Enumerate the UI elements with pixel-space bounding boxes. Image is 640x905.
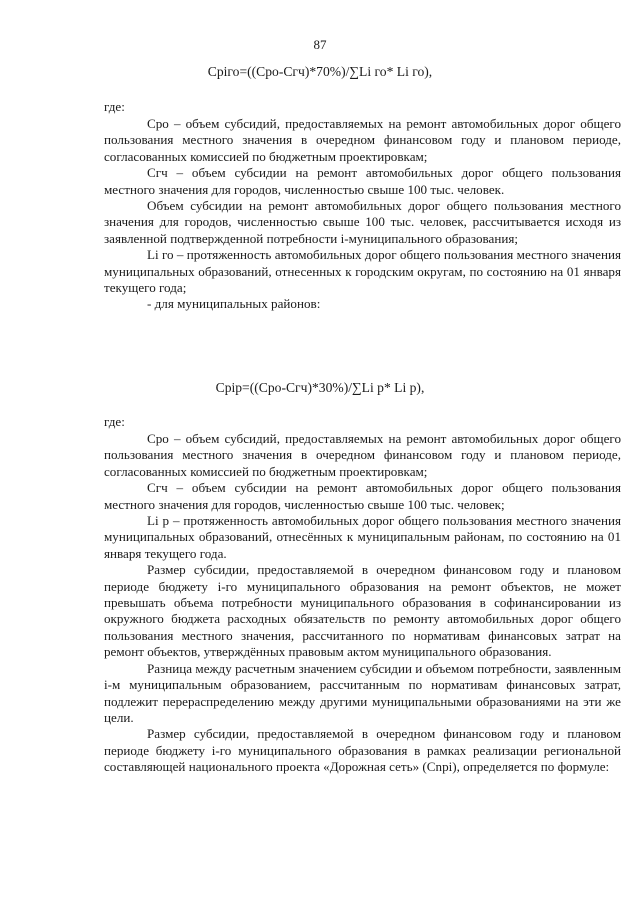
formula-municipal-districts: Срiр=((Сро-Сгч)*30%)/∑Li р* Li р), xyxy=(215,380,425,395)
paragraph: Сгч – объем субсидии на ремонт автомобильных дорог общего пользования местного значения для городов, численностью свыше 100 тыс. человек; xyxy=(104,480,621,512)
paragraph: Размер субсидии, предоставляемой в очередном финансовом году и плановом периоде бюджету i-го муниципального образования в рамках реализации региональной составляющей национального проекта «Дорожная сеть» (Сnрi), определяется по формуле: xyxy=(104,726,621,775)
paragraph: Размер субсидии, предоставляемой в очередном финансовом году и плановом периоде бюджету i-го муниципального образования на ремонт объектов, не может превышать объема потребности муниципального образования в софинансировании из окружного бюджета расходных обязательств по ремонту автомобильных дорог общего пользования местного значения, рассчитанного по нормативам финансовых затрат на ремонт объектов, утверждённых правовым актом муниципального образования. xyxy=(104,562,621,660)
definitions-block-1 xyxy=(104,116,621,313)
paragraph: Сгч – объем субсидии на ремонт автомобильных дорог общего пользования местного значения для городов, численностью свыше 100 тыс. человек. xyxy=(104,165,621,197)
definitions-block-2 xyxy=(104,431,621,776)
page-number: 87 xyxy=(313,37,327,52)
paragraph: Разница между расчетным значением субсидии и объемом потребности, заявленным i-м муниципальным образованием, рассчитанным по нормативам финансовых затрат, подлежит перераспределению между другими муниципальными образованиями на эти же цели. xyxy=(104,660,621,725)
paragraph: - для муниципальных районов: xyxy=(147,296,321,312)
where-label-2: где: xyxy=(104,414,125,429)
where-label-1: где: xyxy=(104,99,125,114)
paragraph: Объем субсидии на ремонт автомобильных дорог общего пользования местного значения для городов, численностью свыше 100 тыс. человек, рассчитывается исходя из заявленной подтвержденной потребности i-муниципального образования; xyxy=(104,198,621,246)
paragraph: Сро – объем субсидий, предоставляемых на ремонт автомобильных дорог общего пользования местного значения в очередном финансовом году и плановом периоде, согласованных комиссией по бюджетным проектировкам; xyxy=(104,431,621,479)
paragraph: Li го – протяженность автомобильных дорог общего пользования местного значения муниципальных образований, отнесенных к городским округам, по состоянию на 01 января текущего года; xyxy=(104,247,621,296)
formula-city-districts: Срiго=((Сро-Сгч)*70%)/∑Li го* Li го), xyxy=(207,64,433,79)
paragraph: Сро – объем субсидий, предоставляемых на ремонт автомобильных дорог общего пользования местного значения в очередном финансовом году и плановом периоде, согласованных комиссией по бюджетным проектировкам; xyxy=(104,116,621,164)
paragraph: Li р – протяженность автомобильных дорог общего пользования местного значения муниципальных образований, отнесённых к муниципальным районам, по состоянию на 01 января текущего года. xyxy=(104,513,621,561)
